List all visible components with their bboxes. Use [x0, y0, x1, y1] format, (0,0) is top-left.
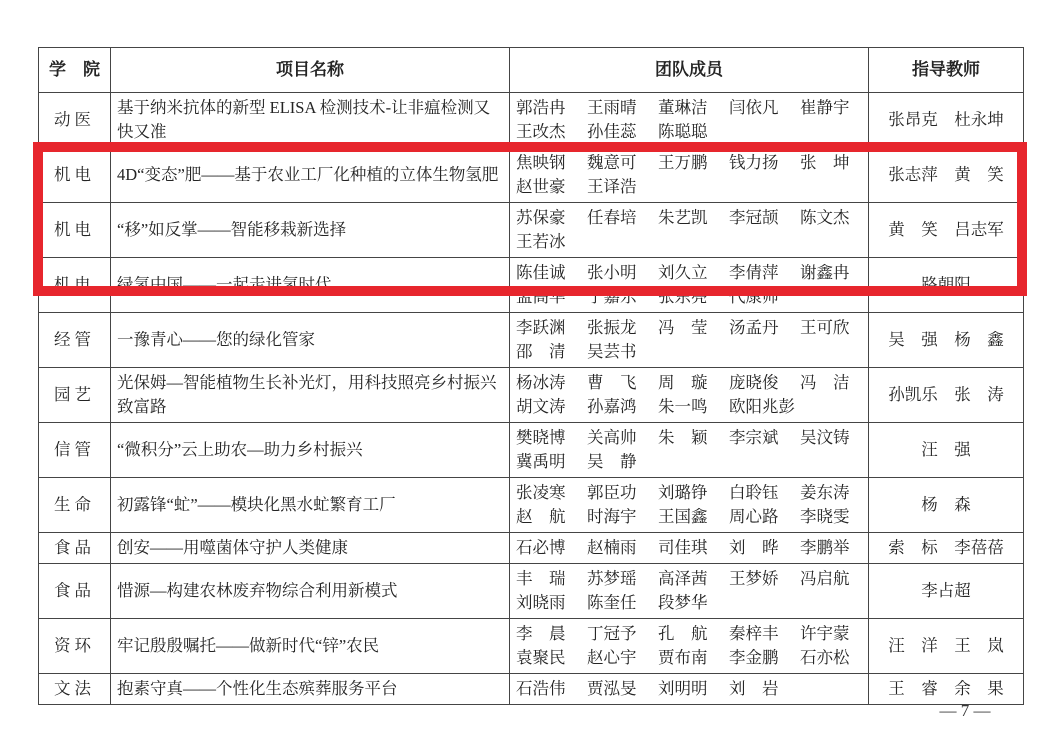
members-line: [516, 175, 862, 199]
member-name: 刘 岩: [729, 679, 779, 698]
member-name: 石必博: [516, 538, 566, 557]
member-name: 汤孟丹: [729, 318, 779, 337]
header-project: 项目名称: [111, 48, 510, 93]
advisors-cell: 汪 强: [869, 423, 1024, 478]
member-name: 陈佳诚: [516, 263, 566, 282]
member-name: 姜东涛: [800, 483, 850, 502]
members-line: [516, 285, 862, 309]
advisors-cell: 孙凯乐 张 涛: [869, 368, 1024, 423]
header-college: 学 院: [39, 48, 111, 93]
member-name: 杨冰涛: [516, 373, 566, 392]
member-name: 张凌寒: [516, 483, 566, 502]
member-name: 闫依凡: [729, 98, 779, 117]
members-line: [516, 646, 862, 670]
members-line: [516, 622, 862, 646]
project-cell: “移”如反掌——智能移栽新选择: [111, 203, 510, 258]
advisors-cell: 路朝阳: [869, 258, 1024, 313]
table-row: [39, 619, 1024, 674]
table-row: [39, 368, 1024, 423]
member-name: 丁嘉乐: [587, 287, 637, 306]
results-table: [38, 47, 1024, 705]
member-name: 贾泓旻: [587, 679, 637, 698]
member-name: 王国鑫: [658, 507, 708, 526]
project-cell: 牢记殷殷嘱托——做新时代“锌”农民: [111, 619, 510, 674]
table-row: [39, 423, 1024, 478]
project-cell: 初露锋“虻”——模块化黑水虻繁育工厂: [111, 478, 510, 533]
member-name: 吴汶铸: [800, 428, 850, 447]
advisors-cell: 杨 森: [869, 478, 1024, 533]
member-name: 王可欣: [800, 318, 850, 337]
member-name: 苏梦瑶: [587, 569, 637, 588]
college-cell: 机电: [39, 148, 111, 203]
college-cell: 食品: [39, 533, 111, 564]
member-name: 丰 瑞: [516, 569, 566, 588]
college-cell: 食品: [39, 564, 111, 619]
member-name: 张小明: [587, 263, 637, 282]
table-row: [39, 478, 1024, 533]
members-line: [516, 316, 862, 340]
member-name: 焦映钢: [516, 153, 566, 172]
college-cell: 园艺: [39, 368, 111, 423]
table-row: [39, 564, 1024, 619]
member-name: 袁聚民: [516, 648, 566, 667]
project-cell: “微积分”云上助农—助力乡村振兴: [111, 423, 510, 478]
member-name: 王万鹏: [658, 153, 708, 172]
members-line: [516, 96, 862, 120]
members-line: [516, 536, 862, 560]
member-name: 李宗斌: [729, 428, 779, 447]
member-name: 曹 飞: [587, 373, 637, 392]
member-name: 谢鑫冉: [800, 263, 850, 282]
members-line: [516, 340, 862, 364]
member-name: 朱一鸣: [658, 397, 708, 416]
table-row: [39, 203, 1024, 258]
members-line: [516, 120, 862, 144]
advisors-cell: 李占超: [869, 564, 1024, 619]
members-cell: [510, 533, 869, 564]
member-name: 庞晓俊: [729, 373, 779, 392]
members-cell: [510, 478, 869, 533]
member-name: 张振龙: [587, 318, 637, 337]
advisors-cell: 黄 笑 吕志军: [869, 203, 1024, 258]
members-line: [516, 591, 862, 615]
member-name: 朱 颖: [658, 428, 708, 447]
member-name: 丁冠予: [587, 624, 637, 643]
members-line: [516, 151, 862, 175]
member-name: 张 坤: [800, 153, 850, 172]
advisors-cell: 张志萍 黄 笑: [869, 148, 1024, 203]
project-cell: 基于纳米抗体的新型 ELISA 检测技术-让非瘟检测又快又准: [111, 93, 510, 148]
member-name: 崔静宇: [800, 98, 850, 117]
members-line: [516, 481, 862, 505]
college-cell: 信管: [39, 423, 111, 478]
advisors-cell: 吴 强 杨 鑫: [869, 313, 1024, 368]
members-cell: [510, 93, 869, 148]
project-cell: 抱素守真——个性化生态殡葬服务平台: [111, 674, 510, 705]
members-line: [516, 230, 862, 254]
member-name: 王译浩: [587, 177, 637, 196]
member-name: 李晓雯: [800, 507, 850, 526]
member-name: 周心路: [729, 507, 779, 526]
member-name: 刘明明: [658, 679, 708, 698]
member-name: 郭浩冉: [516, 98, 566, 117]
member-name: 钱力扬: [729, 153, 779, 172]
member-name: 赵楠雨: [587, 538, 637, 557]
member-name: 李鹏举: [800, 538, 850, 557]
member-name: 司佳琪: [658, 538, 708, 557]
member-name: 赵世豪: [516, 177, 566, 196]
member-name: 王若冰: [516, 232, 566, 251]
table-row: [39, 674, 1024, 705]
member-name: 高泽茜: [658, 569, 708, 588]
members-line: [516, 395, 862, 419]
page-number: — 7 —: [939, 701, 991, 720]
member-name: 代康帅: [729, 287, 779, 306]
members-cell: [510, 368, 869, 423]
members-cell: [510, 674, 869, 705]
members-cell: [510, 313, 869, 368]
college-cell: 机电: [39, 258, 111, 313]
table-row: [39, 93, 1024, 148]
project-cell: 惜源—构建农林废弃物综合利用新模式: [111, 564, 510, 619]
college-cell: 生命: [39, 478, 111, 533]
member-name: 孙佳蕊: [587, 122, 637, 141]
member-name: 李金鹏: [729, 648, 779, 667]
member-name: 石亦松: [800, 648, 850, 667]
member-name: 刘 晔: [729, 538, 779, 557]
table-row: [39, 533, 1024, 564]
member-name: 段梦华: [658, 593, 708, 612]
members-cell: [510, 423, 869, 478]
advisors-cell: 王 睿 余 果: [869, 674, 1024, 705]
member-name: 吴芸书: [587, 342, 637, 361]
member-name: 李倩萍: [729, 263, 779, 282]
project-cell: 一豫青心——您的绿化管家: [111, 313, 510, 368]
member-name: 冀禹明: [516, 452, 566, 471]
header-advisors: 指导教师: [869, 48, 1024, 93]
college-cell: 经管: [39, 313, 111, 368]
member-name: 石浩伟: [516, 679, 566, 698]
member-name: 朱艺凯: [658, 208, 708, 227]
member-name: 孔 航: [658, 624, 708, 643]
member-name: 陈奎任: [587, 593, 637, 612]
members-line: [516, 677, 862, 701]
member-name: 冯 洁: [800, 373, 850, 392]
member-name: 赵心宇: [587, 648, 637, 667]
members-line: [516, 505, 862, 529]
project-cell: 光保姆—智能植物生长补光灯，用科技照亮乡村振兴致富路: [111, 368, 510, 423]
college-cell: 机电: [39, 203, 111, 258]
members-cell: [510, 564, 869, 619]
college-cell: 文法: [39, 674, 111, 705]
project-cell: 4D“变态”肥——基于农业工厂化种植的立体生物氢肥: [111, 148, 510, 203]
table-row: [39, 313, 1024, 368]
table-header: [39, 48, 1024, 93]
members-line: [516, 450, 862, 474]
member-name: 欧阳兆彭: [729, 397, 795, 416]
member-name: 陈文杰: [800, 208, 850, 227]
college-cell: 动医: [39, 93, 111, 148]
member-name: 任春培: [587, 208, 637, 227]
member-name: 刘晓雨: [516, 593, 566, 612]
member-name: 孟高华: [516, 287, 566, 306]
member-name: 邵 清: [516, 342, 566, 361]
member-name: 樊晓博: [516, 428, 566, 447]
college-cell: 资环: [39, 619, 111, 674]
member-name: 白聆钰: [729, 483, 779, 502]
member-name: 许宇蒙: [800, 624, 850, 643]
member-name: 冯 莹: [658, 318, 708, 337]
advisors-cell: 张昂克 杜永坤: [869, 93, 1024, 148]
member-name: 王雨晴: [587, 98, 637, 117]
members-line: [516, 261, 862, 285]
table-row: [39, 148, 1024, 203]
member-name: 吴 静: [587, 452, 637, 471]
members-line: [516, 371, 862, 395]
members-cell: [510, 203, 869, 258]
members-cell: [510, 619, 869, 674]
member-name: 苏保豪: [516, 208, 566, 227]
advisors-cell: 汪 洋 王 岚: [869, 619, 1024, 674]
table-body: [39, 93, 1024, 705]
member-name: 周 璇: [658, 373, 708, 392]
member-name: 李跃渊: [516, 318, 566, 337]
member-name: 王梦娇: [729, 569, 779, 588]
member-name: 时海宇: [587, 507, 637, 526]
project-cell: 绿氢中国——一起走进氢时代: [111, 258, 510, 313]
members-line: [516, 567, 862, 591]
table-row: [39, 258, 1024, 313]
member-name: 魏意可: [587, 153, 637, 172]
member-name: 郭臣功: [587, 483, 637, 502]
advisors-cell: 索 标 李蓓蓓: [869, 533, 1024, 564]
member-name: 刘久立: [658, 263, 708, 282]
member-name: 陈聪聪: [658, 122, 708, 141]
member-name: 李冠颉: [729, 208, 779, 227]
member-name: 张东亮: [658, 287, 708, 306]
member-name: 贾布南: [658, 648, 708, 667]
member-name: 刘璐铮: [658, 483, 708, 502]
project-cell: 创安——用噬菌体守护人类健康: [111, 533, 510, 564]
member-name: 孙嘉鸿: [587, 397, 637, 416]
member-name: 胡文涛: [516, 397, 566, 416]
members-cell: [510, 258, 869, 313]
member-name: 秦梓丰: [729, 624, 779, 643]
member-name: 董琳洁: [658, 98, 708, 117]
member-name: 李 晨: [516, 624, 566, 643]
member-name: 王改杰: [516, 122, 566, 141]
members-line: [516, 426, 862, 450]
member-name: 关高帅: [587, 428, 637, 447]
header-members: 团队成员: [510, 48, 869, 93]
members-cell: [510, 148, 869, 203]
members-line: [516, 206, 862, 230]
member-name: 冯启航: [800, 569, 850, 588]
header-row: [39, 48, 1024, 93]
member-name: 赵 航: [516, 507, 566, 526]
